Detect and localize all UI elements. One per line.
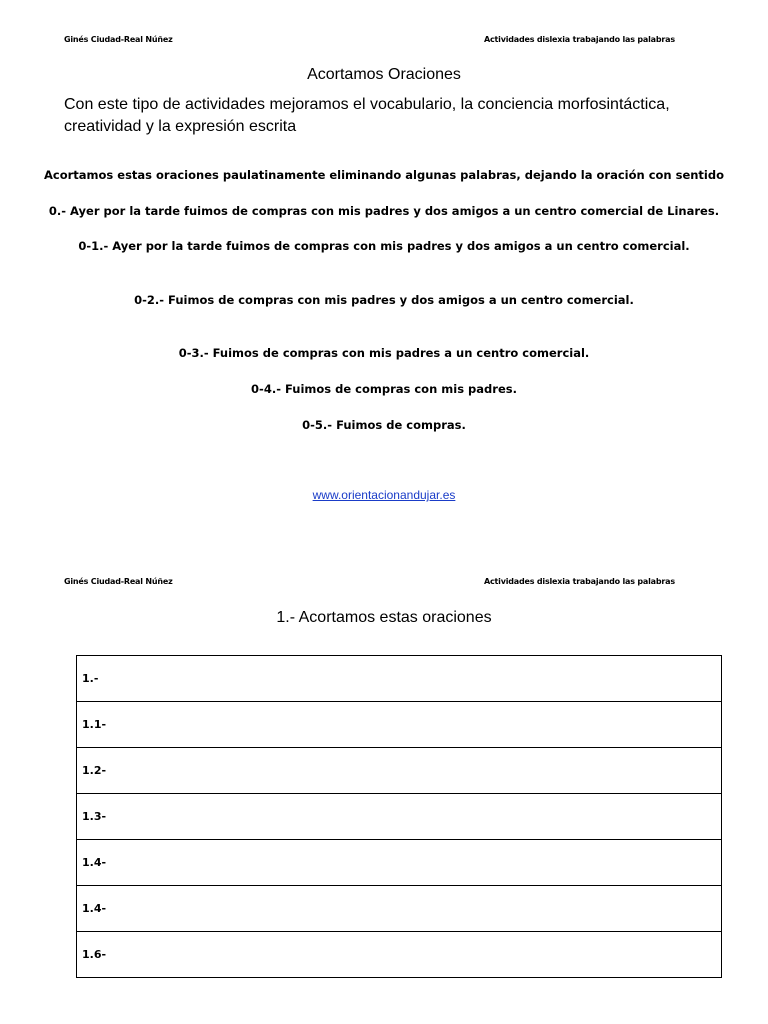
table-row[interactable] xyxy=(77,656,722,702)
example-sentence-5: 0-5.- Fuimos de compras. xyxy=(302,418,466,432)
page-title: Acortamos Oraciones xyxy=(307,66,461,83)
table-row[interactable] xyxy=(77,794,722,840)
table-row[interactable] xyxy=(77,840,722,886)
table-row[interactable] xyxy=(77,748,722,794)
row-label: 1.3- xyxy=(77,794,722,840)
header-author: Ginés Ciudad-Real Núñez xyxy=(64,35,173,44)
table-row[interactable] xyxy=(77,702,722,748)
example-sentence-1: 0-1.- Ayer por la tarde fuimos de compras con mis padres y dos amigos a un centro comercial. xyxy=(78,239,690,253)
intro-paragraph: Con este tipo de actividades mejoramos el vocabulario, la conciencia morfosintáctica, creatividad y la expresión escrita xyxy=(64,96,670,135)
example-sentence-3: 0-3.- Fuimos de compras con mis padres a un centro comercial. xyxy=(178,346,590,360)
header-subject-page2: Actividades dislexia trabajando las palabras xyxy=(484,577,675,586)
website-link[interactable]: www.orientacionandujar.es xyxy=(312,488,456,502)
example-sentence-2: 0-2.- Fuimos de compras con mis padres y dos amigos a un centro comercial. xyxy=(134,293,634,307)
row-label: 1.1- xyxy=(77,702,722,748)
table-row[interactable] xyxy=(77,886,722,932)
example-sentence-4: 0-4.- Fuimos de compras con mis padres. xyxy=(251,382,517,396)
exercise-title: 1.- Acortamos estas oraciones xyxy=(276,609,492,626)
row-label: 1.4- xyxy=(77,840,722,886)
instruction-text: Acortamos estas oraciones paulatinamente eliminando algunas palabras, dejando la oración con sentido xyxy=(43,168,725,182)
row-label: 1.6- xyxy=(77,932,722,978)
row-label: 1.2- xyxy=(77,748,722,794)
answer-table xyxy=(76,655,722,978)
row-label: 1.4- xyxy=(77,886,722,932)
header-author-page2: Ginés Ciudad-Real Núñez xyxy=(64,577,173,586)
row-label: 1.- xyxy=(77,656,722,702)
example-sentence-0: 0.- Ayer por la tarde fuimos de compras con mis padres y dos amigos a un centro comercial de Linares. xyxy=(48,204,720,218)
header-subject: Actividades dislexia trabajando las palabras xyxy=(484,35,675,44)
table-row[interactable] xyxy=(77,932,722,978)
